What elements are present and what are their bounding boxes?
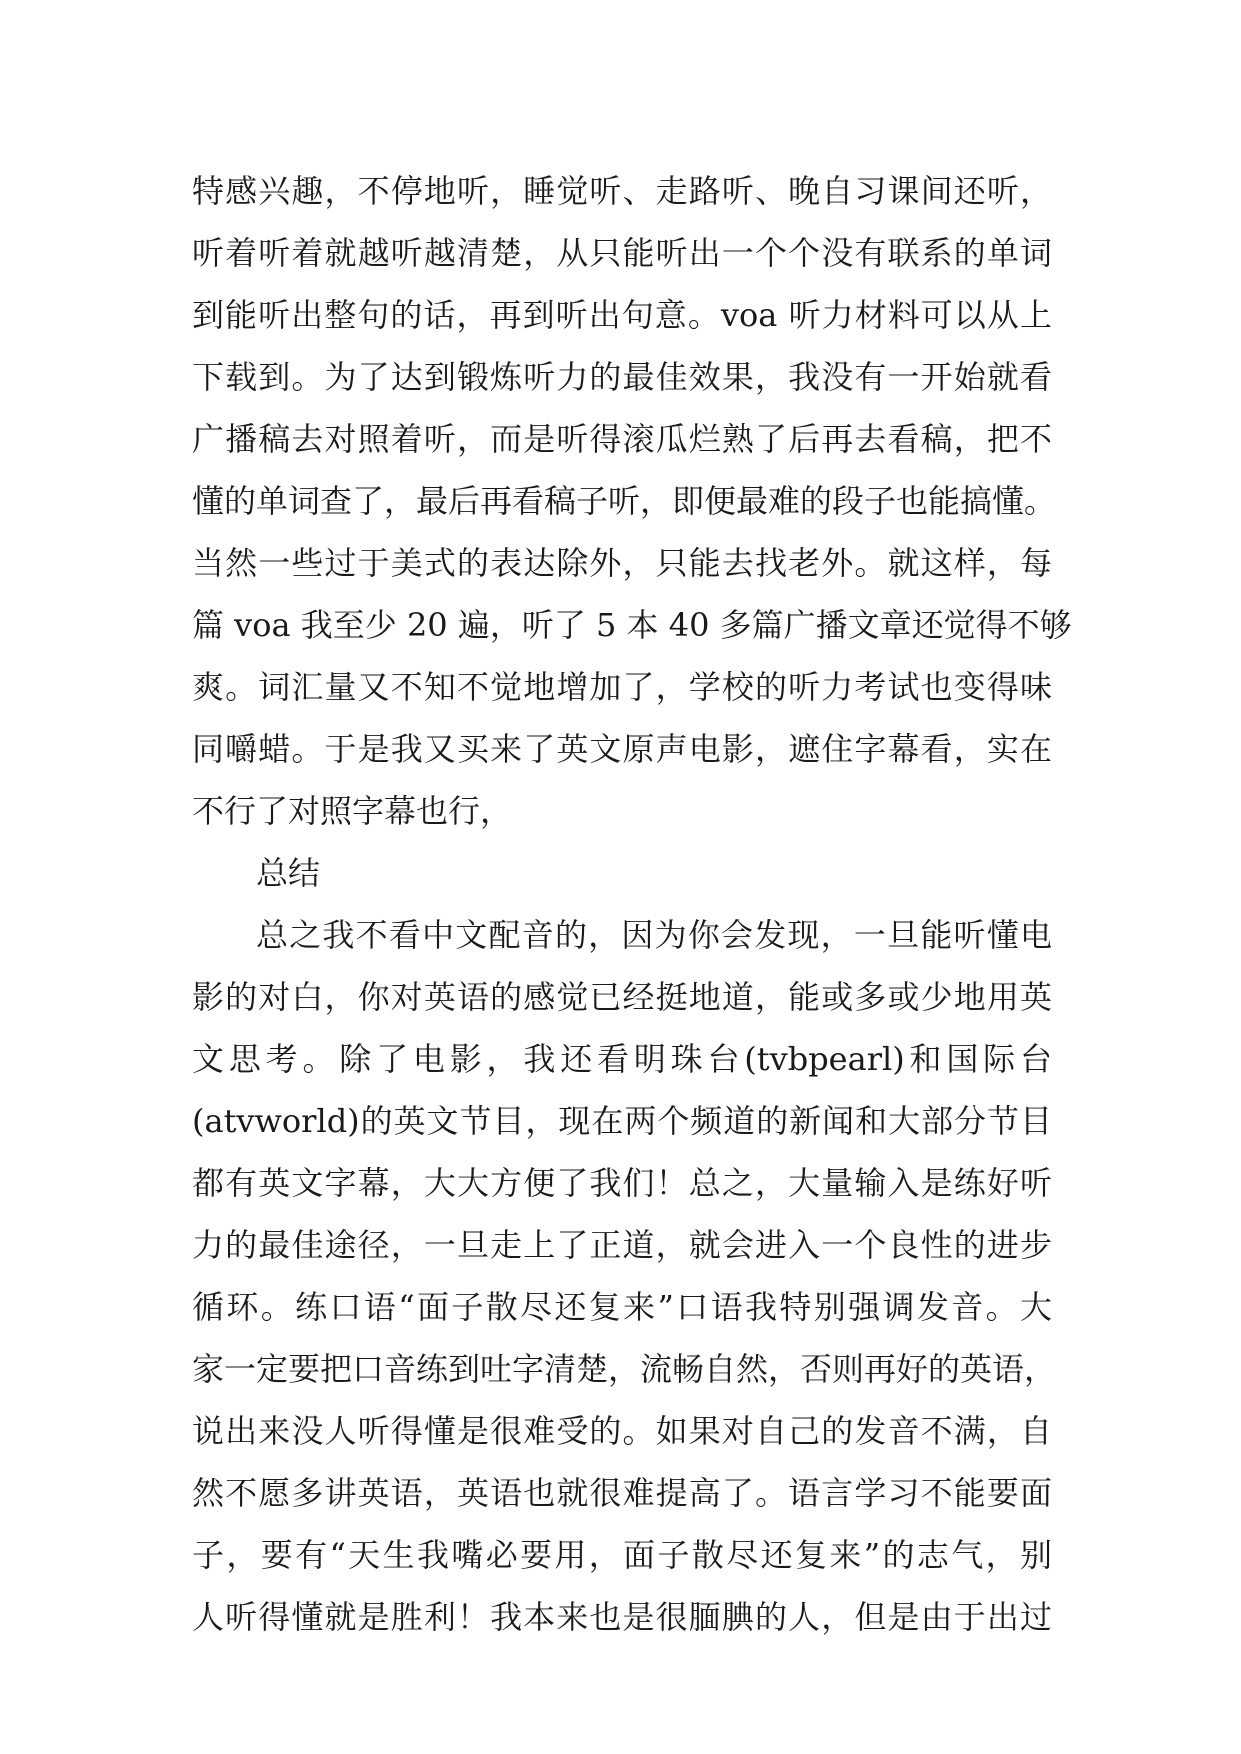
text-line: 当然一些过于美式的表达除外，只能去找老外。就这样，每 xyxy=(192,544,1052,582)
body-text xyxy=(192,160,1072,1648)
text-line: 循环。练口语“面子散尽还复来”口语我特别强调发音。大 xyxy=(192,1288,1052,1326)
text-line: 广播稿去对照着听，而是听得滚瓜烂熟了后再去看稿，把不 xyxy=(192,420,1052,458)
text-line: 力的最佳途径，一旦走上了正道，就会进入一个良性的进步 xyxy=(192,1226,1052,1264)
text-line: (atvworld)的英文节目，现在两个频道的新闻和大部分节目 xyxy=(192,1102,1052,1140)
text-line: 文思考。除了电影，我还看明珠台(tvbpearl)和国际台 xyxy=(192,1040,1052,1078)
text-line: 同嚼蜡。于是我又买来了英文原声电影，遮住字幕看，实在 xyxy=(192,730,1052,768)
text-line: 都有英文字幕，大大方便了我们！总之，大量输入是练好听 xyxy=(192,1164,1052,1202)
text-line: 不行了对照字幕也行， xyxy=(192,792,513,830)
text-line: 总之我不看中文配音的，因为你会发现，一旦能听懂电 xyxy=(256,916,1052,954)
text-line: 子，要有“天生我嘴必要用，面子散尽还复来”的志气，别 xyxy=(192,1536,1052,1574)
text-line: 家一定要把口音练到吐字清楚，流畅自然，否则再好的英语， xyxy=(192,1350,1057,1388)
text-line: 听着听着就越听越清楚，从只能听出一个个没有联系的单词 xyxy=(192,234,1052,272)
text-line: 然不愿多讲英语，英语也就很难提高了。语言学习不能要面 xyxy=(192,1474,1052,1512)
text-line: 到能听出整句的话，再到听出句意。voa 听力材料可以从上 xyxy=(192,296,1052,334)
text-line: 篇 voa 我至少 20 遍，听了 5 本 40 多篇广播文章还觉得不够 xyxy=(192,606,1072,644)
text-line: 懂的单词查了，最后再看稿子听，即便最难的段子也能搞懂。 xyxy=(192,482,1057,520)
text-line: 特感兴趣，不停地听，睡觉听、走路听、晚自习课间还听， xyxy=(192,172,1052,210)
text-line: 人听得懂就是胜利！我本来也是很腼腆的人，但是由于出过 xyxy=(192,1598,1052,1636)
text-line: 说出来没人听得懂是很难受的。如果对自己的发音不满，自 xyxy=(192,1412,1052,1450)
text-line: 爽。词汇量又不知不觉地增加了，学校的听力考试也变得味 xyxy=(192,668,1052,706)
text-line: 影的对白，你对英语的感觉已经挺地道，能或多或少地用英 xyxy=(192,978,1052,1016)
section-heading: 总结 xyxy=(256,854,321,892)
text-line: 下载到。为了达到锻炼听力的最佳效果，我没有一开始就看 xyxy=(192,358,1052,396)
